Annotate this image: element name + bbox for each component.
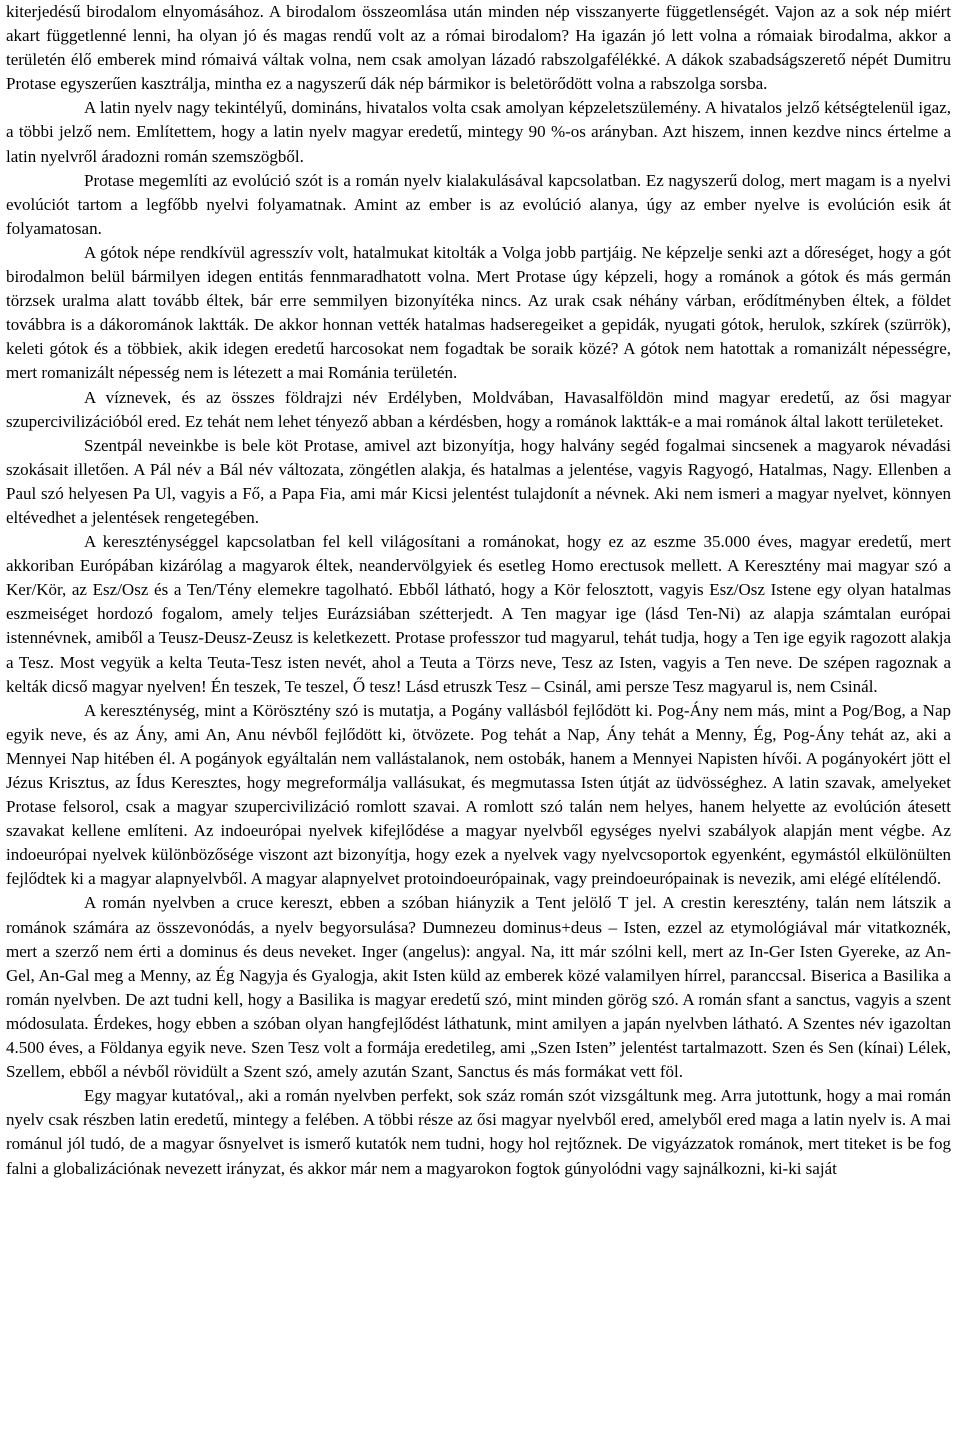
paragraph-researcher: Egy magyar kutatóval,, aki a román nyelvben perfekt, sok száz román szót vizsgáltunk meg. Arra jutottunk, hogy a mai román nyelv csak részben latin eredetű, mintegy a felében. A többi része az ősi magyar nyelvből ered, amelyből ered maga a latin nyelv is. A mai románul jól tudó, de a magyar ősnyelvet is ismerő kutatók nem tudni, hogy hol rejtőznek. De vigyázzatok románok, mert titeket is be fog falni a globalizációnak nevezett irányzat, és akkor már nem a magyarokon fogtok gúnyolódni vagy sajnálkozni, ki-ki saját <box>6 1086 951 1178</box>
paragraph-goths: A gótok népe rendkívül agresszív volt, hatalmukat kitolták a Volga jobb partjáig. Ne képzelje senki azt a dőreséget, hogy a gót birodalmon belül bármilyen idegen entitás fennmaradhatott volna. Mert Protase úgy képzeli, hogy a románok a gótok és más germán törzsek uralma alatt tovább éltek, bár erre semmilyen bizonyítéka nincs. Az urak csak néhány várban, erődítményben éltek, a földet továbbra is a dákorománok laktták. De akkor honnan vették hatalmas hadseregeiket a gepidák, nyugati gótok, herulok, szkírek (szürrök), keleti gótok és a többiek, akik idegen eredetű harcosokat nem fogadtak be soraik közé? A gótok nem hatottak a romanizált népességre, mert romanizált népesség nem is létezett a mai Románia területén. <box>6 242 951 383</box>
paragraph-christianity: A kereszténységgel kapcsolatban fel kell világosítani a románokat, hogy ez az eszme 35.000 éves, magyar eredetű, mert akkoriban Európában kizárólag a magyarok éltek, neandervölgyiek és esetleg Homo erectusok mellett. A Keresztény mai magyar szó a Ker/Kör, az Esz/Osz és a Ten/Tény elemekre tagolható. Ebből látható, hogy a Kör felosztott, vagyis Esz/Osz Istene egy olyan hatalmas eszmeiséget hordozó fogalom, amely teljes Eurázsiában szétterjedt. A Ten magyar ige (lásd Ten-Ni) az alapja számtalan európai istennévnek, amiből a Teusz-Deusz-Zeusz is keletkezett. Protase professzor tud magyarul, tehát tudja, hogy a Ten ige egyik ragozott alakja a Tesz. Most vegyük a kelta Teuta-Tesz isten nevét, ahol a Teuta a Törzs neve, Tesz az Isten, vagyis a Ten neve. De szépen ragoznak a kelták dicső magyar nyelven! Én teszek, Te teszel, Ő tesz! Lásd etruszk Tesz – Csinál, ami persze Tesz magyarul is, nem Csinál. <box>6 532 951 696</box>
paragraph-pagans: A kereszténység, mint a Körösztény szó is mutatja, a Pogány vallásból fejlődött ki. Pog-Ány nem más, mint a Pog/Bog, a Nap egyik neve, és az Ány, ami An, Anu névből fejlődött ki, ötvözete. Pog tehát a Nap, Ány tehát a Menny, Ég, Pog-Ány tehát az, aki a Mennyei Nap hitében él. A pogányok egyáltalán nem vallástalanok, nem ostobák, hanem a Mennyei Napisten hívői. A pogányokért jött el Jézus Krisztus, az Ídus Keresztes, hogy megreformálja vallásukat, és megmutassa Isten útját az üdvösséghez. A latin szavak, amelyeket Protase felsorol, csak a magyar szupercivilizáció romlott szavai. A romlott szó talán nem helyes, hanem helyette az evolúción átesett szavakat kellene említeni. Az indoeurópai nyelvek kifejlődése a magyar nyelvből egységes nyelvi szabályok alapján ment végbe. Az indoeurópai nyelvek különbözősége viszont azt bizonyítja, hogy ezek a nyelvek vagy nyelvcsoportok egyenként, egymástól elkülönülten fejlődtek ki a magyar alapnyelvből. A magyar alapnyelvet protoindoeurópainak, vagy preindoeurópainak is nevezik, ami elégé elítélendő. <box>6 700 951 889</box>
document-page <box>6 0 951 1181</box>
paragraph-latin-language: A latin nyelv nagy tekintélyű, domináns, hivatalos volta csak amolyan képzeletszülemény. A hivatalos jelző kétségtelenül igaz, a többi jelző nem. Említettem, hogy a latin nyelv magyar eredetű, mintegy 90 %-os arányban. Azt hiszem, innen kezdve nincs értelme a latin nyelvről áradozni román szemszögből. <box>6 98 951 166</box>
paragraph-szentpal: Szentpál neveinkbe is bele köt Protase, amivel azt bizonyítja, hogy halvány segéd fogalmai sincsenek a magyarok névadási szokásait illetően. A Pál név a Bál név változata, zöngétlen alakja, és hatalmas a jelentése, vagyis Ragyogó, Hatalmas, Nagy. Ellenben a Paul szó helyesen Pa Ul, vagyis a Fő, a Papa Fia, ami már Kicsi jelentést tulajdonít a névnek. Aki nem ismeri a magyar nyelvet, könnyen eltévedhet a jelentések rengetegében. <box>6 435 951 527</box>
paragraph-romanian-words: A román nyelvben a cruce kereszt, ebben a szóban hiányzik a Tent jelölő T jel. A crestin keresztény, talán nem látszik a románok számára az összevonódás, a nyelv begyorsulása? Dumnezeu dominus+deus – Isten, ezzel az etymológiával már vitatkoznék, mert a szerző nem érti a dominus és deus neveket. Inger (angelus): angyal. Na, itt már szólni kell, mert az In-Ger Isten Gyereke, az An-Gel, An-Gal meg a Menny, az Ég Nagyja és Gyalogja, akit Isten küld az emberek közé valamilyen hírrel, paranccsal. Biserica a Basilika a román nyelvben. De azt tudni kell, hogy a Basilika is magyar eredetű szó, mint minden görög szó. A román sfant a sanctus, vagyis a szent módosulata. Érdekes, hogy ebben a szóban olyan hangfejlődést láthatunk, mint amilyen a japán nyelvben látható. A Szentes név igazoltan 4.500 éves, a Földanya egyik neve. Szen Tesz volt a formája eredetileg, ami „Szen Isten” jelentést tartalmazott. Szen és Sen (kínai) Lélek, Szellem, ebből a névből rövidült a Szent szó, amely azután Szant, Sanctus és más formákat vett föl. <box>6 893 951 1082</box>
paragraph-place-names: A víznevek, és az összes földrajzi név Erdélyben, Moldvában, Havasalföldön mind magyar eredetű, az ősi magyar szupercivilizációból ered. Ez tehát nem lehet tényező abban a kérdésben, hogy a románok laktták-e a mai románok által lakott területeket. <box>6 387 951 431</box>
paragraph-continuation: kiterjedésű birodalom elnyomásához. A birodalom összeomlása után minden nép visszanyerte függetlenségét. Vajon az a sok nép miért akart függetlenné lenni, ha olyan jó és magas rendű volt az a római birodalom? Ha igazán jó lett volna a rómaiak birodalma, akkor a területén élő emberek mind rómaivá váltak volna, nem csak amolyan lázadó rabszolgafélékké. A dákok szabadságszerető népét Dumitru Protase egyszerűen kasztrálja, mintha ez a nagyszerű dák nép bármikor is beletörődött volna a rabszolga sorsba. <box>6 2 951 94</box>
paragraph-evolution: Protase megemlíti az evolúció szót is a román nyelv kialakulásával kapcsolatban. Ez nagyszerű dolog, mert magam is a nyelvi evolúciót tartom a legfőbb nyelvi folyamatnak. Amint az ember is az evolúció alanya, úgy az ember nyelve is evolúción esik át folyamatosan. <box>6 170 951 238</box>
